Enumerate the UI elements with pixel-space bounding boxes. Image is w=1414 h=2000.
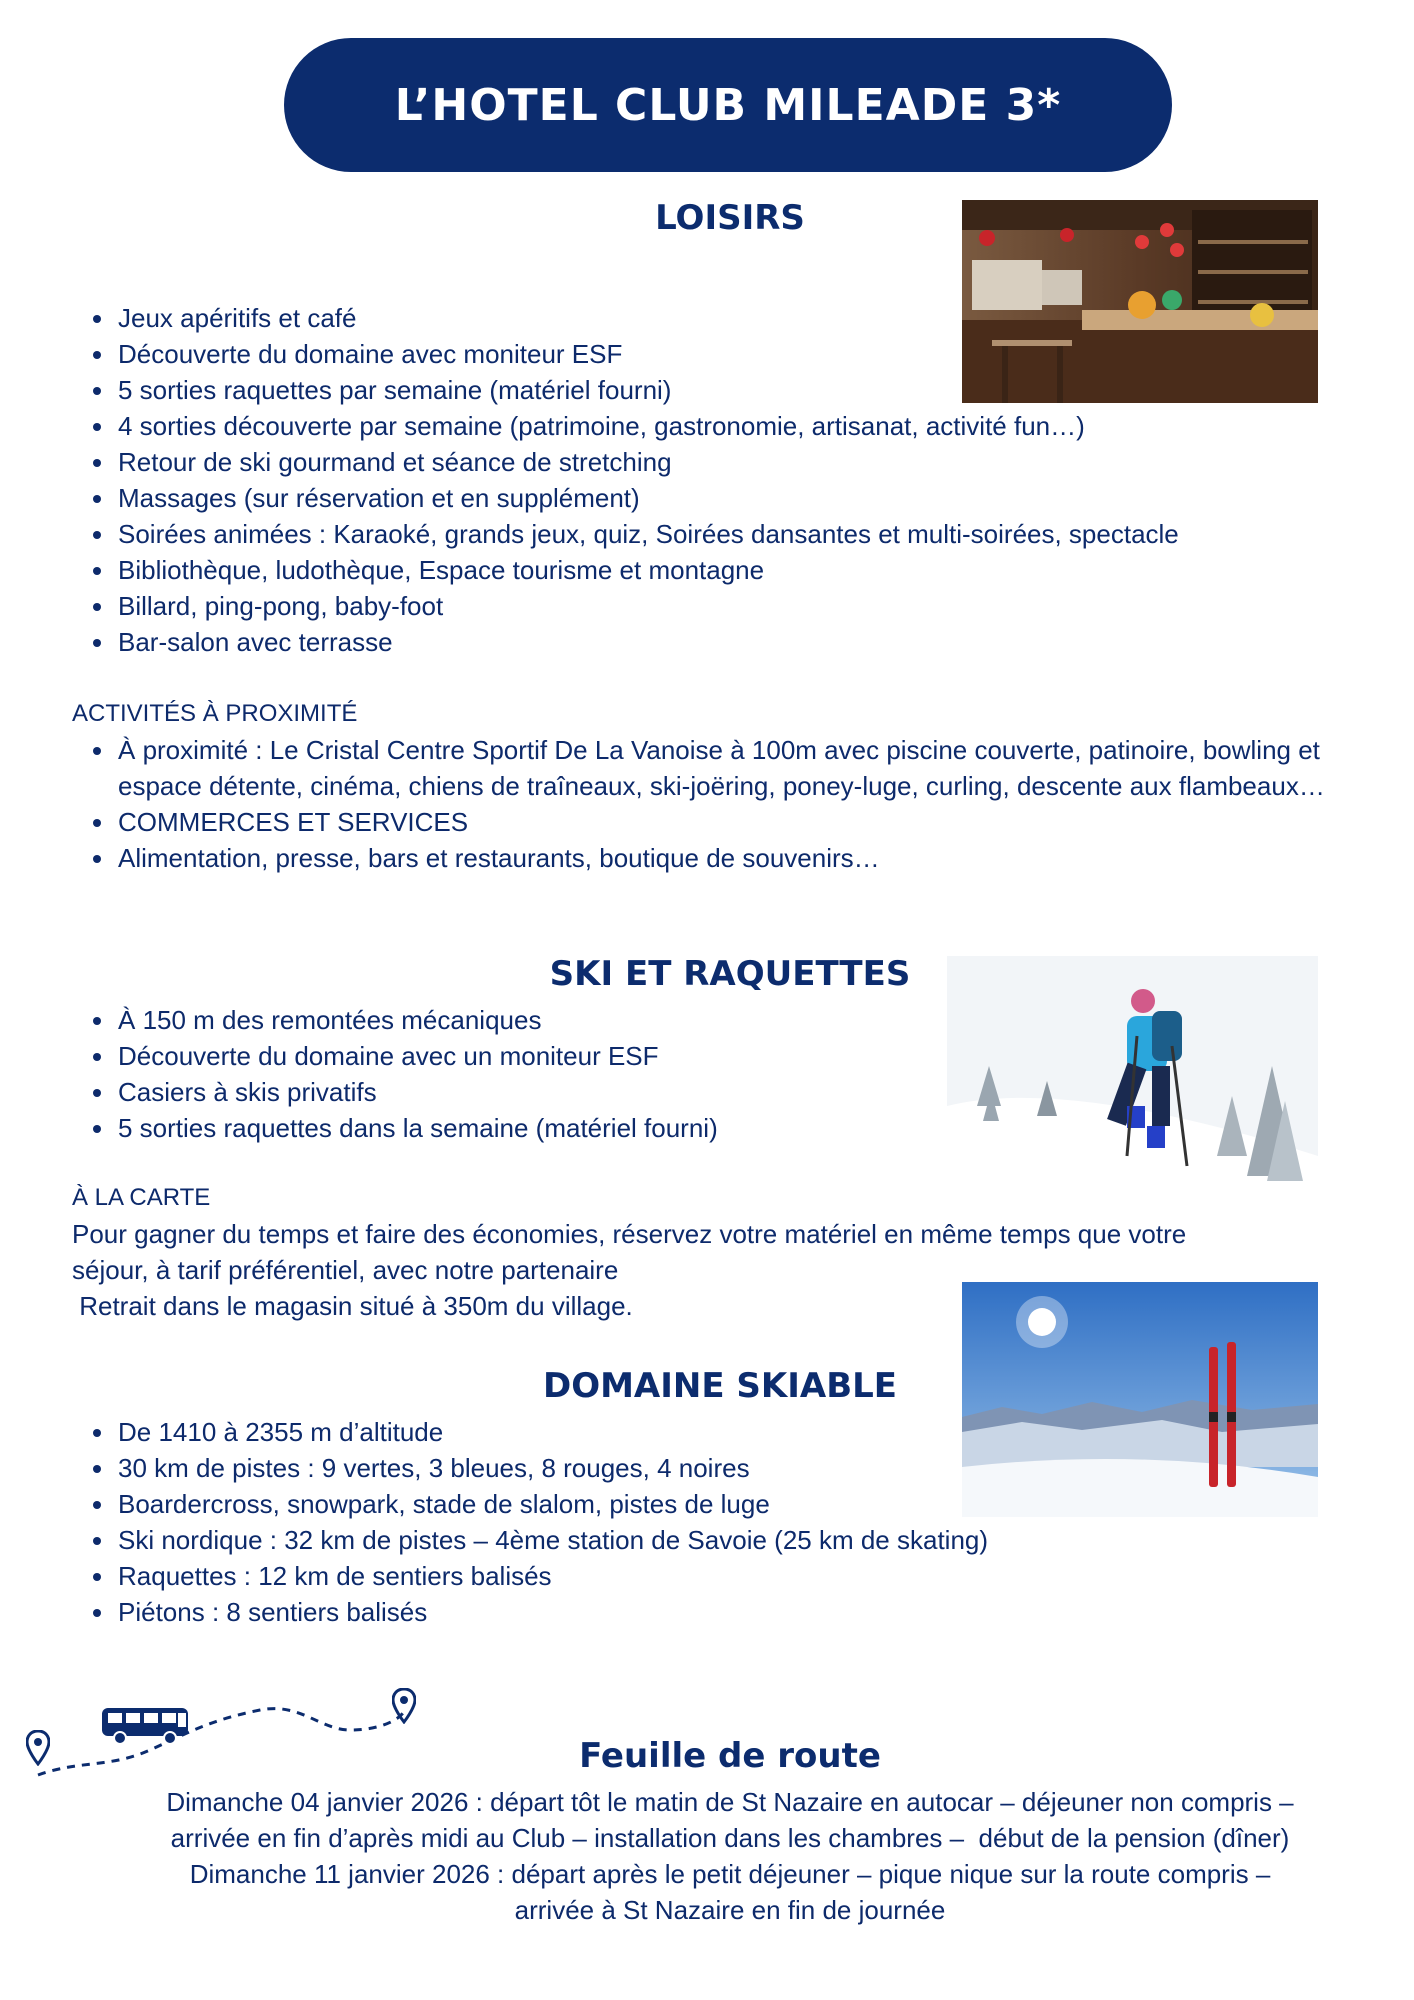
list-item: • Découverte du domaine avec moniteur ESF bbox=[116, 336, 1372, 372]
activites-list bbox=[72, 732, 1356, 876]
list-item: • De 1410 à 2355 m d’altitude bbox=[116, 1414, 1372, 1450]
list-item: • Boardercross, snowpark, stade de slalom, pistes de luge bbox=[116, 1486, 1372, 1522]
title-banner bbox=[284, 38, 1172, 172]
page-title: L’HOTEL CLUB MILEADE 3* bbox=[394, 79, 1062, 131]
route-line-3: Dimanche 11 janvier 2026 : départ après le petit déjeuner – pique nique sur la route compris – bbox=[189, 1859, 1271, 1889]
loisirs-list bbox=[72, 300, 1372, 660]
list-item: • Bibliothèque, ludothèque, Espace tourisme et montagne bbox=[116, 552, 1372, 588]
ski-list bbox=[72, 1002, 972, 1146]
loisirs-list-wrap bbox=[72, 300, 1372, 660]
activites-section bbox=[72, 696, 1372, 876]
list-item: • Jeux apéritifs et café bbox=[116, 300, 1372, 336]
ski-title: SKI ET RAQUETTES bbox=[549, 954, 911, 994]
route-text bbox=[70, 1784, 1390, 1928]
domaine-list-wrap bbox=[72, 1414, 1372, 1630]
list-item: • Piétons : 8 sentiers balisés bbox=[116, 1594, 1372, 1630]
route-line-4: arrivée à St Nazaire en fin de journée bbox=[514, 1895, 946, 1925]
carte-line-2: séjour, à tarif préférentiel, avec notre partenaire bbox=[72, 1255, 619, 1285]
domaine-title: DOMAINE SKIABLE bbox=[542, 1366, 898, 1406]
location-pin-icon bbox=[26, 1730, 50, 1771]
ski-heading-wrap bbox=[520, 954, 940, 994]
domaine-heading-wrap bbox=[510, 1366, 930, 1406]
list-item: • Billard, ping-pong, baby-foot bbox=[116, 588, 1372, 624]
list-item: • Massages (sur réservation et en supplément) bbox=[116, 480, 1372, 516]
bus-icon bbox=[100, 1704, 192, 1751]
list-item: • À 150 m des remontées mécaniques bbox=[116, 1002, 972, 1038]
list-item: • Ski nordique : 32 km de pistes – 4ème station de Savoie (25 km de skating) bbox=[116, 1522, 1372, 1558]
list-item: • Casiers à skis privatifs bbox=[116, 1074, 972, 1110]
loisirs-heading-wrap bbox=[540, 198, 920, 238]
list-item: • Retour de ski gourmand et séance de stretching bbox=[116, 444, 1372, 480]
list-item: • 5 sorties raquettes par semaine (matériel fourni) bbox=[116, 372, 1372, 408]
list-item: • Soirées animées : Karaoké, grands jeux, quiz, Soirées dansantes et multi-soirées, spectacle bbox=[116, 516, 1372, 552]
location-pin-icon bbox=[392, 1688, 416, 1729]
list-item: • 4 sorties découverte par semaine (patrimoine, gastronomie, artisanat, activité fun…) bbox=[116, 408, 1372, 444]
list-item: • 5 sorties raquettes dans la semaine (matériel fourni) bbox=[116, 1110, 972, 1146]
carte-line-3: Retrait dans le magasin situé à 350m du village. bbox=[72, 1291, 633, 1321]
carte-heading: À LA CARTE bbox=[72, 1184, 211, 1211]
snowshoe-photo bbox=[947, 956, 1318, 1201]
carte-line-1: Pour gagner du temps et faire des économies, réservez votre matériel en même temps que votre bbox=[72, 1219, 1187, 1249]
route-line-1: Dimanche 04 janvier 2026 : départ tôt le matin de St Nazaire en autocar – déjeuner non compris – bbox=[166, 1787, 1294, 1817]
list-item: • Bar-salon avec terrasse bbox=[116, 624, 1372, 660]
list-item: • À proximité : Le Cristal Centre Sportif De La Vanoise à 100m avec piscine couverte, patinoire, bowling et espace détente, cinéma, chiens de traîneaux, ski-joëring, poney-luge, curling, descente aux flambeaux… bbox=[116, 732, 1356, 804]
route-title: Feuille de route bbox=[579, 1736, 881, 1776]
domaine-list bbox=[72, 1414, 1372, 1630]
list-item: • Raquettes : 12 km de sentiers balisés bbox=[116, 1558, 1372, 1594]
list-item: • 30 km de pistes : 9 vertes, 3 bleues, 8 rouges, 4 noires bbox=[116, 1450, 1372, 1486]
list-item: • COMMERCES ET SERVICES bbox=[116, 804, 1356, 840]
list-item: • Alimentation, presse, bars et restaurants, boutique de souvenirs… bbox=[116, 840, 1356, 876]
route-illustration bbox=[20, 1690, 420, 1790]
route-line-2: arrivée en fin d’après midi au Club – installation dans les chambres – début de la pension (dîner) bbox=[170, 1823, 1290, 1853]
ski-list-wrap bbox=[72, 1002, 972, 1146]
list-item: • Découverte du domaine avec un moniteur ESF bbox=[116, 1038, 972, 1074]
route-heading-wrap bbox=[520, 1736, 940, 1776]
activites-heading: ACTIVITÉS À PROXIMITÉ bbox=[72, 700, 358, 727]
loisirs-title: LOISIRS bbox=[655, 198, 805, 238]
